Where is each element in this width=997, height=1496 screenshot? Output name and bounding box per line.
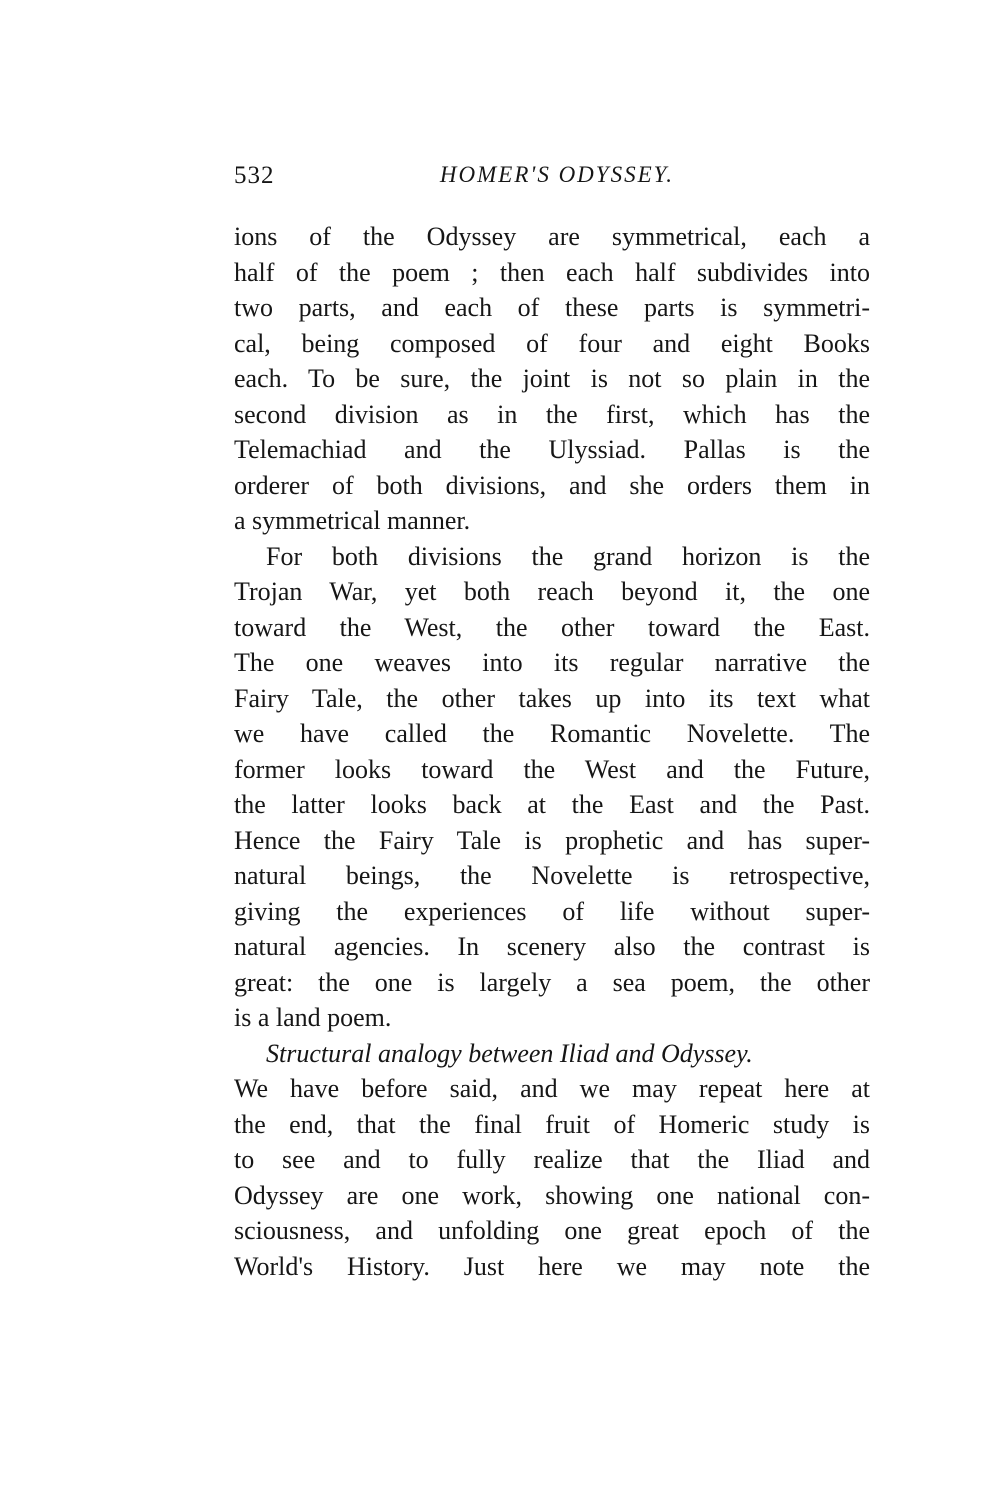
text-line: we have called the Romantic Novelette. The <box>234 719 870 748</box>
text-line: the latter looks back at the East and the Past. <box>234 790 870 819</box>
text-line: two parts, and each of these parts is symmetri- <box>234 293 870 322</box>
text-line: half of the poem ; then each half subdivides into <box>234 257 870 287</box>
section-heading-text: Structural analogy between Iliad and Odyssey. <box>266 1038 753 1068</box>
text-line: former looks toward the West and the Future, <box>234 754 870 784</box>
text-line: natural beings, the Novelette is retrospective, <box>234 861 870 890</box>
text-line: Odyssey are one work, showing one national con- <box>234 1180 870 1210</box>
text-line: sciousness, and unfolding one great epoch of the <box>234 1216 870 1245</box>
text-line: For both divisions the grand horizon is the <box>266 541 870 571</box>
text-line: World's History. Just here we may note the <box>234 1251 870 1281</box>
text-line: giving the experiences of life without super- <box>234 896 870 926</box>
section-heading <box>234 1036 870 1072</box>
text-line: orderer of both divisions, and she orders them in <box>234 470 870 500</box>
text-line: each. To be sure, the joint is not so plain in the <box>234 364 870 393</box>
page-header <box>234 156 870 196</box>
text-line: Telemachiad and the Ulyssiad. Pallas is the <box>234 435 870 464</box>
text-line: The one weaves into its regular narrative the <box>234 648 870 677</box>
text-line: great: the one is largely a sea poem, the other <box>234 967 870 997</box>
text-line: natural agencies. In scenery also the contrast is <box>234 932 870 961</box>
running-title: HOMER'S ODYSSEY. <box>439 162 675 187</box>
text-line: the end, that the final fruit of Homeric study is <box>234 1109 870 1139</box>
text-line: Fairy Tale, the other takes up into its text what <box>234 683 870 713</box>
text-line: toward the West, the other toward the East. <box>234 612 870 642</box>
page-number: 532 <box>234 162 275 189</box>
text-line: cal, being composed of four and eight Books <box>234 328 870 358</box>
text-line: to see and to fully realize that the Iliad and <box>234 1145 870 1174</box>
text-line: Trojan War, yet both reach beyond it, the one <box>234 577 870 606</box>
body-text <box>234 219 870 1284</box>
text-line: a symmetrical manner. <box>234 506 471 535</box>
text-line: second division as in the first, which has the <box>234 399 870 429</box>
text-line: Hence the Fairy Tale is prophetic and has super- <box>234 825 870 855</box>
text-line: ions of the Odyssey are symmetrical, each a <box>234 222 870 251</box>
text-line: is a land poem. <box>234 1003 392 1032</box>
text-line: We have before said, and we may repeat here at <box>234 1074 870 1103</box>
